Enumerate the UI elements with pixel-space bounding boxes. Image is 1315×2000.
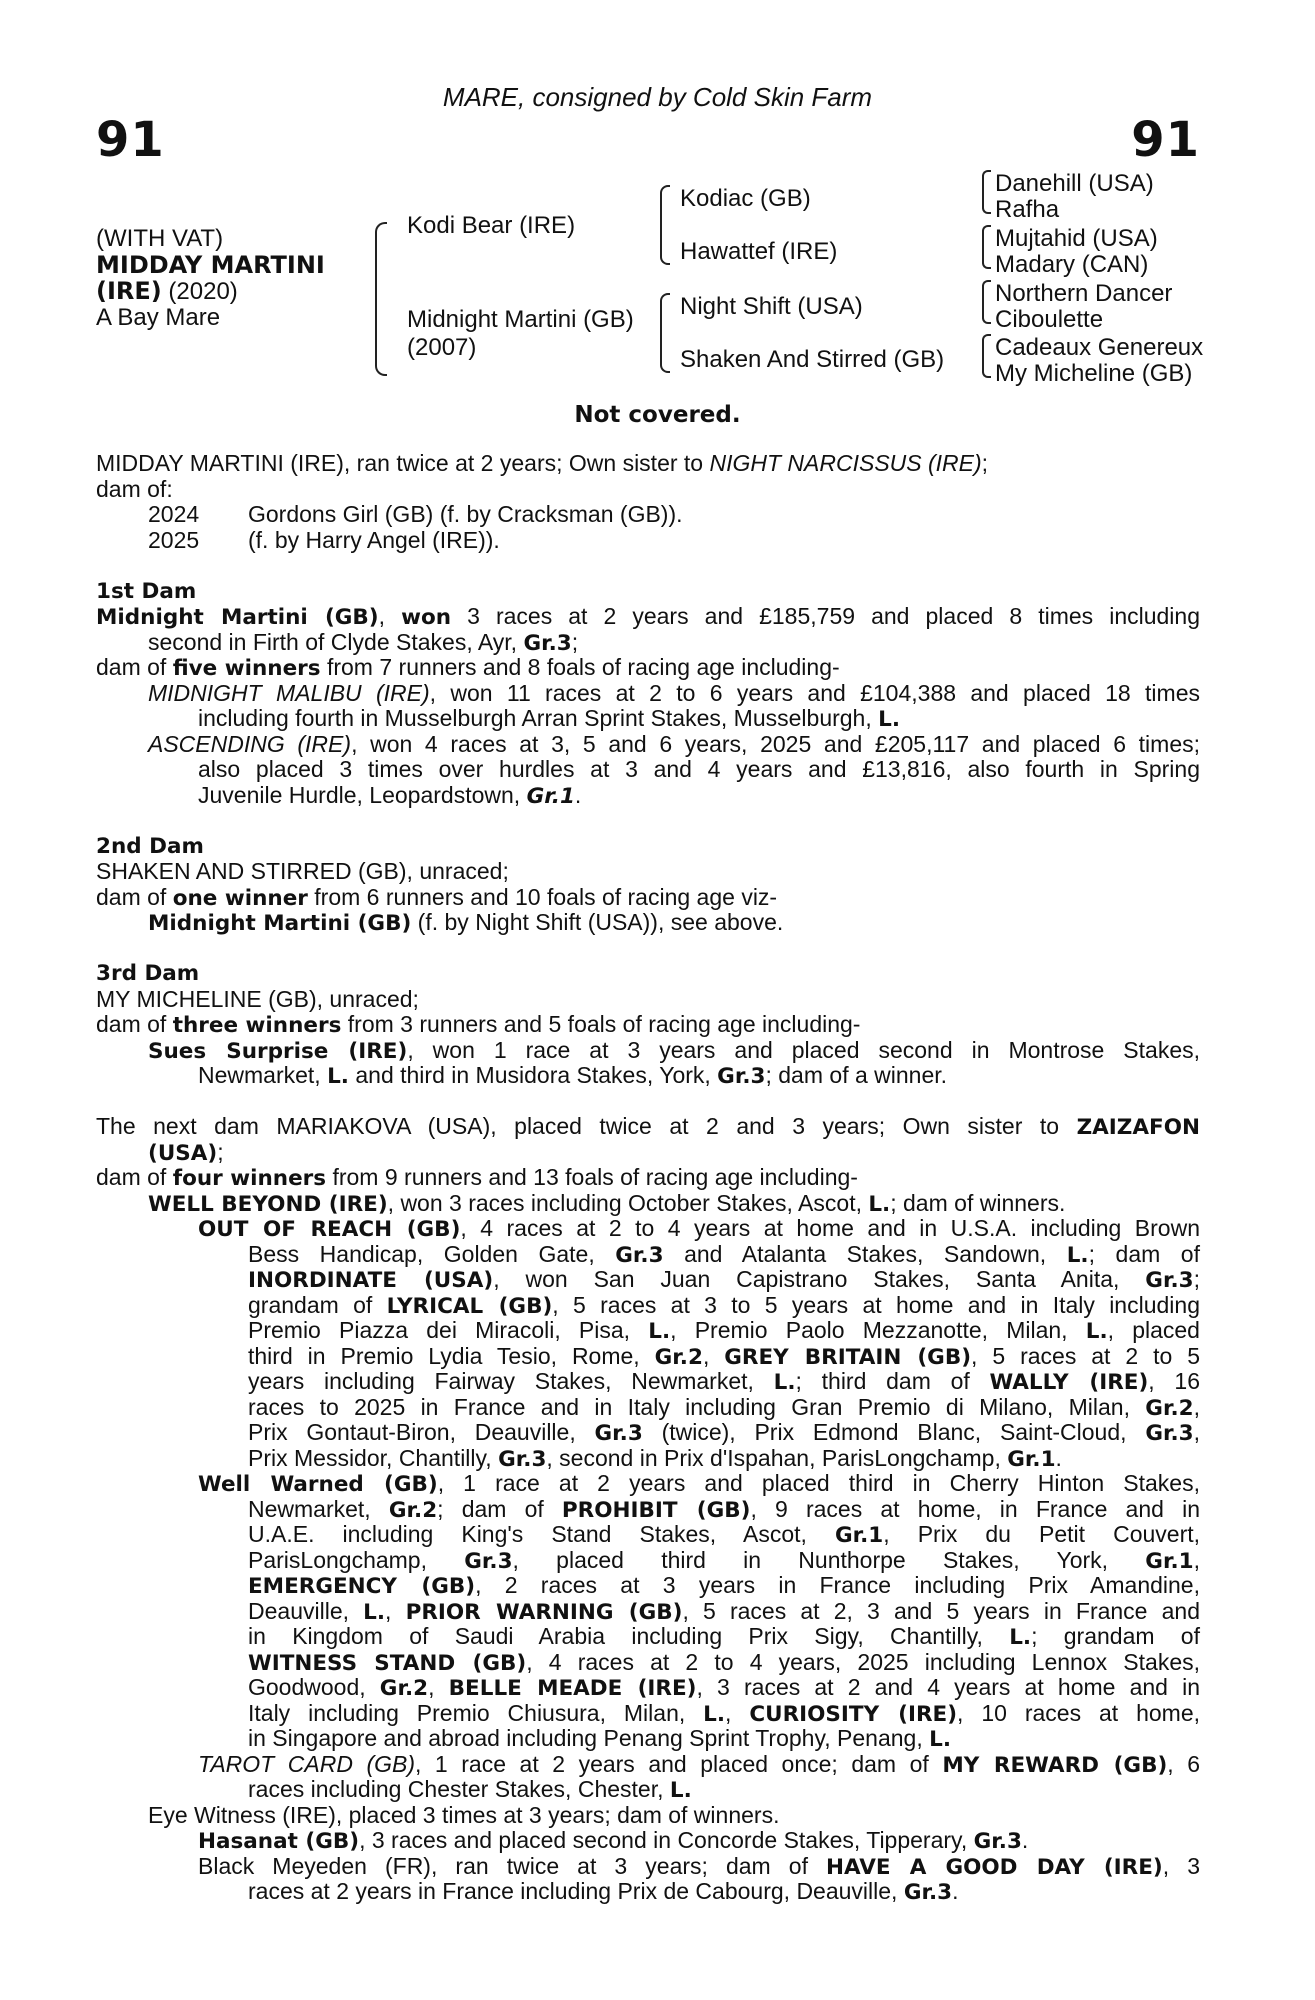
next-dam-line: Italy including Premio Chiusura, Milan, L., CURIOSITY (IRE), 10 races at home,	[248, 1699, 1201, 1727]
second-dam-line: dam of one winner from 6 runners and 10 foals of racing age viz-	[96, 883, 778, 911]
next-dam-line: Prix Gontaut-Biron, Deauville, Gr.3 (twice), Prix Edmond Blanc, Saint-Cloud, Gr.3,	[248, 1419, 1201, 1446]
next-dam-line: third in Premio Lydia Tesio, Rome, Gr.2, GREY BRITAIN (GB), 5 races at 2 to 5	[248, 1342, 1201, 1370]
pedigree-g1: Danehill (USA)	[995, 170, 1154, 197]
next-dam-line: Black Meyeden (FR), ran twice at 3 years; dam of HAVE A GOOD DAY (IRE), 3	[198, 1852, 1200, 1880]
pedigree-brace-g2	[982, 225, 991, 269]
horse-identity	[96, 226, 325, 331]
next-dam-line: Bess Handicap, Golden Gate, Gr.3 and Atalanta Stakes, Sandown, L.; dam of	[248, 1240, 1200, 1268]
first-dam-line: also placed 3 times over hurdles at 3 and 4 years and £13,816, also fourth in Spring	[198, 756, 1200, 782]
pedigree-sire: Kodi Bear (IRE)	[407, 212, 576, 239]
pedigree-brace-g4	[982, 334, 991, 378]
intro-dam-of: dam of:	[96, 475, 173, 502]
pedigree-brace-sire	[660, 185, 670, 265]
first-dam-line: Juvenile Hurdle, Leopardstown, Gr.1.	[198, 781, 582, 809]
pedigree-dam: Midnight Martini (GB)	[407, 306, 634, 333]
intro-line: MIDDAY MARTINI (IRE), ran twice at 2 years; Own sister to NIGHT NARCISSUS (IRE);	[96, 450, 989, 476]
pedigree-sire-dam: Hawattef (IRE)	[680, 238, 838, 265]
next-dam-line: races at 2 years in France including Prix de Cabourg, Deauville, Gr.3.	[248, 1878, 959, 1905]
next-dam-line: TAROT CARD (GB), 1 race at 2 years and placed once; dam of MY REWARD (GB), 6	[198, 1750, 1200, 1778]
second-dam-line: Midnight Martini (GB) (f. by Night Shift (USA)), see above.	[148, 909, 784, 936]
pedigree-dam-sire: Night Shift (USA)	[680, 293, 863, 320]
pedigree-g7: Cadeaux Genereux	[995, 334, 1204, 361]
first-dam-line: second in Firth of Clyde Stakes, Ayr, Gr.3;	[148, 628, 579, 656]
covered-status: Not covered.	[574, 402, 741, 428]
produce-table	[148, 502, 683, 553]
next-dam-line: Premio Piazza dei Miracoli, Pisa, L., Premio Paolo Mezzanotte, Milan, L., placed	[248, 1317, 1200, 1344]
pedigree-dam-year: (2007)	[407, 334, 477, 361]
next-dam-line: INORDINATE (USA), won San Juan Capistrano Stakes, Santa Anita, Gr.3;	[248, 1266, 1200, 1293]
next-dam-line: Goodwood, Gr.2, BELLE MEADE (IRE), 3 races at 2 and 4 years at home and in	[248, 1674, 1201, 1701]
next-dam-line: The next dam MARIAKOVA (USA), placed twice at 2 and 3 years; Own sister to ZAIZAFON	[96, 1113, 1200, 1140]
pedigree-brace-g1	[982, 170, 991, 214]
next-dam-line: OUT OF REACH (GB), 4 races at 2 to 4 years at home and in U.S.A. including Brown	[198, 1215, 1200, 1242]
next-dam-line: (USA);	[148, 1138, 224, 1166]
horse-country: (IRE)	[96, 277, 162, 305]
pedigree-sire-sire: Kodiac (GB)	[680, 185, 811, 212]
third-dam-line: Newmarket, L. and third in Musidora Stakes, York, Gr.3; dam of a winner.	[198, 1062, 948, 1089]
vat-label: (WITH VAT)	[96, 225, 224, 252]
next-dam-line: dam of four winners from 9 runners and 13 foals of racing age including-	[96, 1164, 858, 1191]
next-dam-line: Hasanat (GB), 3 races and placed second in Concorde Stakes, Tipperary, Gr.3.	[198, 1827, 1029, 1854]
next-dam-line: Newmarket, Gr.2; dam of PROHIBIT (GB), 9 races at home, in France and in	[248, 1495, 1200, 1523]
pedigree-g2: Rafha	[995, 196, 1060, 223]
consignment-line: MARE, consigned by Cold Skin Farm	[442, 82, 873, 112]
horse-year: (2020)	[161, 278, 238, 305]
next-dam-line: in Kingdom of Saudi Arabia including Prix Sigy, Chantilly, L.; grandam of	[248, 1623, 1200, 1650]
horse-name: MIDDAY MARTINI	[96, 251, 325, 279]
pedigree-g6: Ciboulette	[995, 306, 1104, 333]
first-dam-line: including fourth in Musselburgh Arran Sprint Stakes, Musselburgh, L.	[198, 705, 901, 732]
lot-number-right: 91	[1131, 112, 1200, 168]
next-dam-line: races to 2025 in France and in Italy including Gran Premio di Milano, Milan, Gr.2,	[248, 1393, 1200, 1421]
third-dam-line: dam of three winners from 3 runners and 5 foals of racing age including-	[96, 1011, 861, 1038]
first-dam-line: Midnight Martini (GB), won 3 races at 2 years and £185,759 and placed 8 times including	[96, 603, 1200, 630]
third-dam-heading: 3rd Dam	[96, 961, 200, 986]
pedigree-brace-dam	[660, 293, 670, 373]
pedigree-g8: My Micheline (GB)	[995, 360, 1193, 387]
third-dam-line: MY MICHELINE (GB), unraced;	[96, 985, 419, 1012]
next-dam-line: U.A.E. including King's Stand Stakes, Ascot, Gr.1, Prix du Petit Couvert,	[248, 1521, 1201, 1548]
produce-row: 2024 Gordons Girl (GB) (f. by Cracksman (GB)).	[148, 501, 683, 527]
pedigree-brace-g3	[982, 280, 991, 324]
pedigree-g3: Mujtahid (USA)	[995, 225, 1158, 252]
pedigree-dam-dam: Shaken And Stirred (GB)	[680, 346, 945, 373]
next-dam-line: WITNESS STAND (GB), 4 races at 2 to 4 years, 2025 including Lennox Stakes,	[248, 1648, 1200, 1676]
first-dam-line: dam of five winners from 7 runners and 8 foals of racing age including-	[96, 654, 840, 681]
produce-row: 2025 (f. by Harry Angel (IRE)).	[148, 526, 500, 553]
next-dam-line: Prix Messidor, Chantilly, Gr.3, second in Prix d'Ispahan, ParisLongchamp, Gr.1.	[248, 1444, 1062, 1472]
second-dam-line: SHAKEN AND STIRRED (GB), unraced;	[96, 858, 509, 884]
second-dam-heading: 2nd Dam	[96, 833, 204, 859]
catalogue-body	[96, 451, 1200, 1905]
next-dam-line: Deauville, L., PRIOR WARNING (GB), 5 races at 2, 3 and 5 years in France and	[248, 1597, 1200, 1625]
next-dam-line: in Singapore and abroad including Penang Sprint Trophy, Penang, L.	[248, 1725, 951, 1752]
next-dam-line: Eye Witness (IRE), placed 3 times at 3 years; dam of winners.	[148, 1801, 780, 1828]
first-dam-line: ASCENDING (IRE), won 4 races at 3, 5 and 6 years, 2025 and £205,117 and placed 6 times;	[148, 730, 1201, 757]
next-dam-line: years including Fairway Stakes, Newmarket, L.; third dam of WALLY (IRE), 16	[248, 1368, 1200, 1395]
pedigree-g5: Northern Dancer	[995, 280, 1173, 307]
third-dam-line: Sues Surprise (IRE), won 1 race at 3 years and placed second in Montrose Stakes,	[148, 1036, 1201, 1064]
next-dam-line: EMERGENCY (GB), 2 races at 3 years in France including Prix Amandine,	[248, 1572, 1200, 1599]
next-dam-line: Well Warned (GB), 1 race at 2 years and placed third in Cherry Hinton Stakes,	[198, 1470, 1200, 1497]
next-dam-line: grandam of LYRICAL (GB), 5 races at 3 to 5 years at home and in Italy including	[248, 1291, 1200, 1319]
next-dam-line: races including Chester Stakes, Chester, L.	[248, 1776, 692, 1803]
next-dam-line: WELL BEYOND (IRE), won 3 races including October Stakes, Ascot, L.; dam of winners.	[148, 1189, 1066, 1217]
first-dam-line: MIDNIGHT MALIBU (IRE), won 11 races at 2 to 6 years and £104,388 and placed 18 times	[148, 679, 1200, 706]
pedigree-brace-main	[375, 222, 387, 376]
lot-number-left: 91	[96, 112, 165, 168]
horse-description: A Bay Mare	[96, 304, 221, 331]
first-dam-heading: 1st Dam	[96, 578, 197, 604]
next-dam-line: ParisLongchamp, Gr.3, placed third in Nunthorpe Stakes, York, Gr.1,	[248, 1546, 1200, 1574]
pedigree-g4: Madary (CAN)	[995, 251, 1149, 278]
